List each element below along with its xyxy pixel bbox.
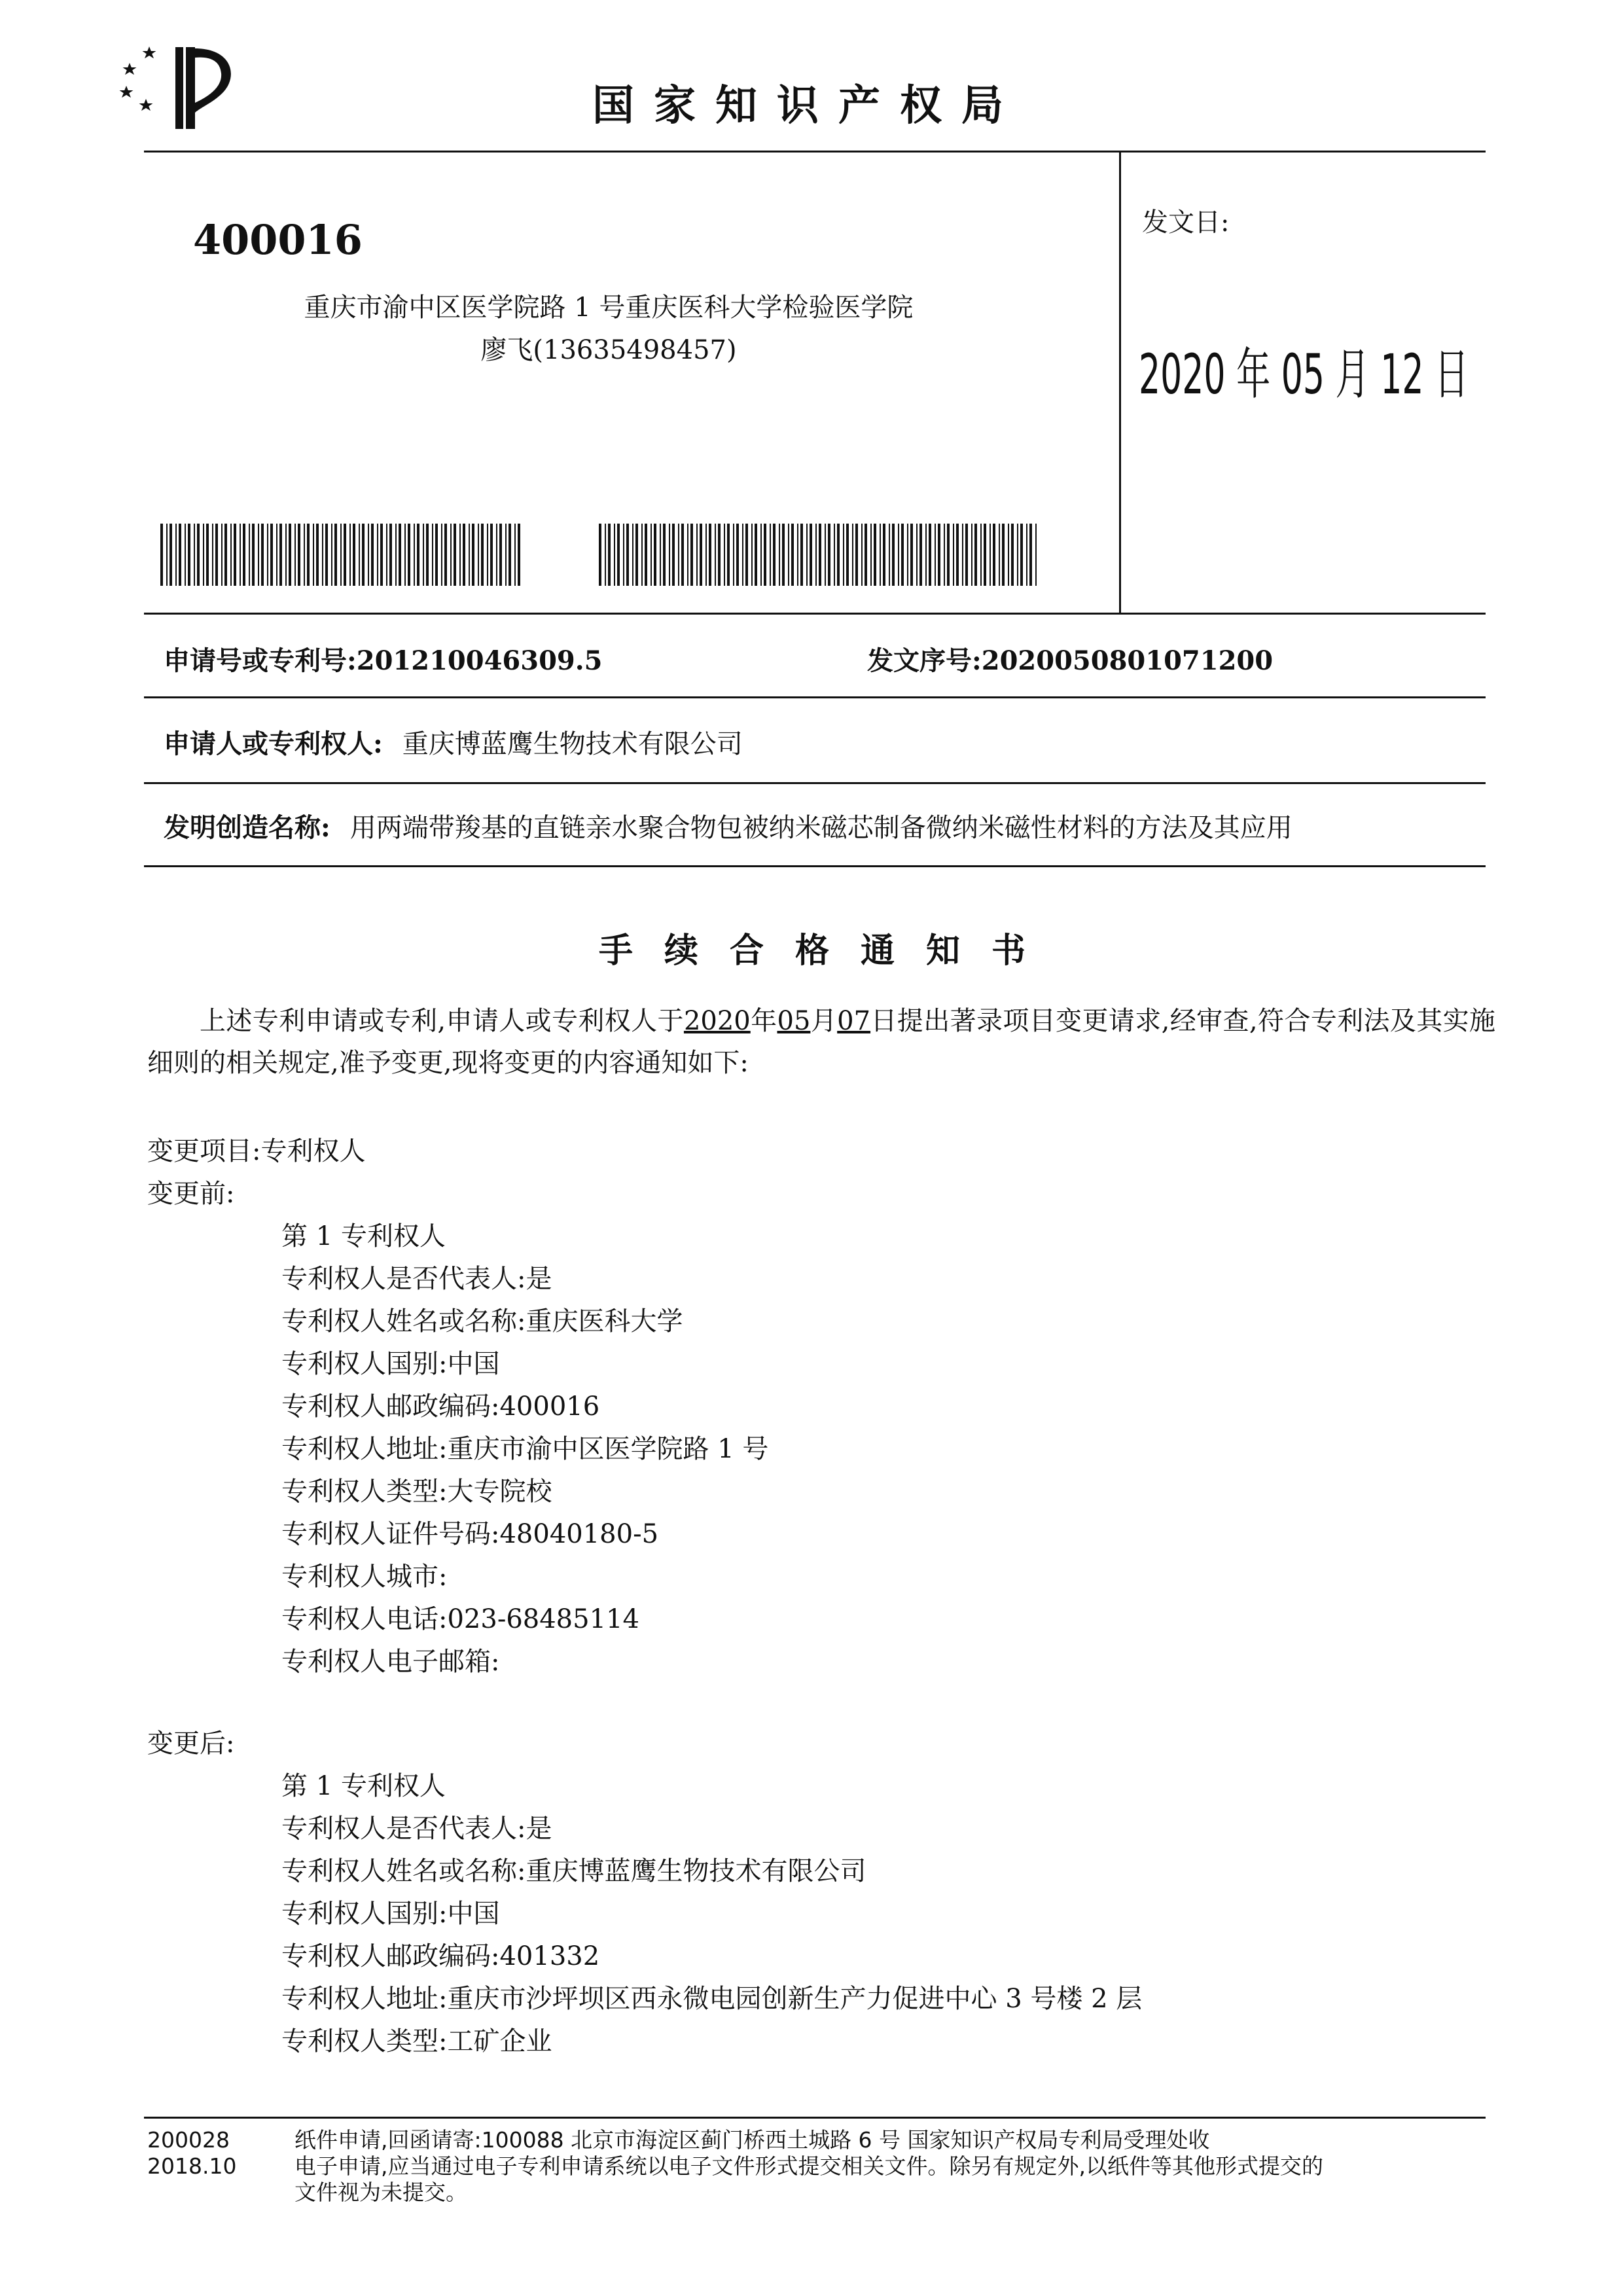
serial-number-value: 2020050801071200 <box>981 645 1274 676</box>
footer-line-3: 文件视为未提交。 <box>294 2179 467 2205</box>
invention-title-value: 用两端带羧基的直链亲水聚合物包被纳米磁芯制备微纳米磁性材料的方法及其应用 <box>349 813 1293 843</box>
footer-line-1: 纸件申请,回函请寄:100088 北京市海淀区蓟门桥西土城路 6 号 国家知识产权局专利局受理处收 <box>294 2127 1210 2153</box>
after-list-item: 专利权人邮政编码:401332 <box>281 1941 600 1971</box>
serial-number-label: 发文序号: <box>867 645 982 676</box>
after-list-item: 专利权人姓名或名称:重庆博蓝鹰生物技术有限公司 <box>281 1856 866 1886</box>
after-list-item: 专利权人类型:工矿企业 <box>281 2026 552 2056</box>
issue-date-label: 发文日: <box>1142 207 1230 238</box>
cnipa-logo-icon <box>118 41 242 139</box>
before-list-item: 专利权人地址:重庆市渝中区医学院路 1 号 <box>281 1434 769 1464</box>
notice-title: 手续合格通知书 <box>599 931 1058 971</box>
after-list-item: 专利权人是否代表人:是 <box>281 1814 552 1844</box>
recipient-contact: 廖飞(13635498457) <box>480 335 737 365</box>
applicant-label: 申请人或专利权人: <box>164 728 383 759</box>
agency-name: 国家知识产权局 <box>592 82 1023 130</box>
after-list-item: 第 1 专利权人 <box>281 1771 446 1801</box>
before-list-item: 专利权人城市: <box>281 1562 448 1592</box>
barcode-left <box>160 524 524 622</box>
before-list <box>281 1215 768 1683</box>
after-list-item: 专利权人地址:重庆市沙坪坝区西永微电园创新生产力促进中心 3 号楼 2 层 <box>281 1984 1143 2014</box>
row-rule-2 <box>144 782 1486 784</box>
row-rule-1 <box>144 696 1486 698</box>
application-number-label: 申请号或专利号: <box>164 645 357 676</box>
invention-title-label: 发明创造名称: <box>164 812 330 843</box>
before-list-item: 专利权人类型:大专院校 <box>281 1477 552 1507</box>
before-list-item: 专利权人邮政编码:400016 <box>281 1391 600 1422</box>
form-version: 2018.10 <box>147 2153 237 2179</box>
issue-date-value: 2020 年 05 月 12 日 <box>1139 342 1469 406</box>
before-list-item: 专利权人电子邮箱: <box>281 1647 500 1677</box>
footer-line-2: 电子申请,应当通过电子专利申请系统以电子文件形式提交相关文件。除另有规定外,以纸件等其他形式提交的 <box>294 2153 1323 2179</box>
footer-rule <box>144 2117 1486 2119</box>
request-month: 05 <box>777 1006 811 1036</box>
notice-paragraph: 上述专利申请或专利,申请人或专利权人于2020年05月07日提出著录项目变更请求,经审查,符合专利法及其实施细则的相关规定,准予变更,现将变更的内容通知如下: <box>147 1006 1496 1078</box>
applicant-value: 重庆博蓝鹰生物技术有限公司 <box>402 729 743 759</box>
application-number-value: 201210046309.5 <box>356 645 603 676</box>
before-label: 变更前: <box>147 1179 235 1209</box>
recipient-address: 重庆市渝中区医学院路 1 号重庆医科大学检验医学院 <box>304 293 914 323</box>
row-rule-3 <box>144 865 1486 867</box>
before-list-item: 专利权人电话:023-68485114 <box>281 1604 639 1634</box>
request-year: 2020 <box>683 1006 751 1036</box>
after-list-item: 专利权人国别:中国 <box>281 1899 500 1929</box>
change-item: 变更项目:专利权人 <box>147 1136 366 1166</box>
after-list <box>281 1765 1142 2063</box>
before-list-item: 专利权人姓名或名称:重庆医科大学 <box>281 1306 683 1336</box>
request-day: 07 <box>837 1006 871 1036</box>
recipient-postcode: 400016 <box>193 216 363 264</box>
form-code: 200028 <box>147 2127 230 2153</box>
header-top-rule <box>144 151 1486 152</box>
application-number-row <box>164 640 603 677</box>
before-list-item: 第 1 专利权人 <box>281 1221 446 1251</box>
date-divider <box>1119 151 1121 614</box>
before-list-item: 专利权人证件号码:48040180-5 <box>281 1519 659 1549</box>
before-list-item: 专利权人国别:中国 <box>281 1349 500 1379</box>
invention-title-row <box>164 807 1293 844</box>
applicant-row <box>164 723 743 761</box>
barcode-right <box>599 524 1037 622</box>
serial-number-row <box>867 640 1273 677</box>
after-label: 变更后: <box>147 1729 235 1759</box>
before-list-item: 专利权人是否代表人:是 <box>281 1264 552 1294</box>
